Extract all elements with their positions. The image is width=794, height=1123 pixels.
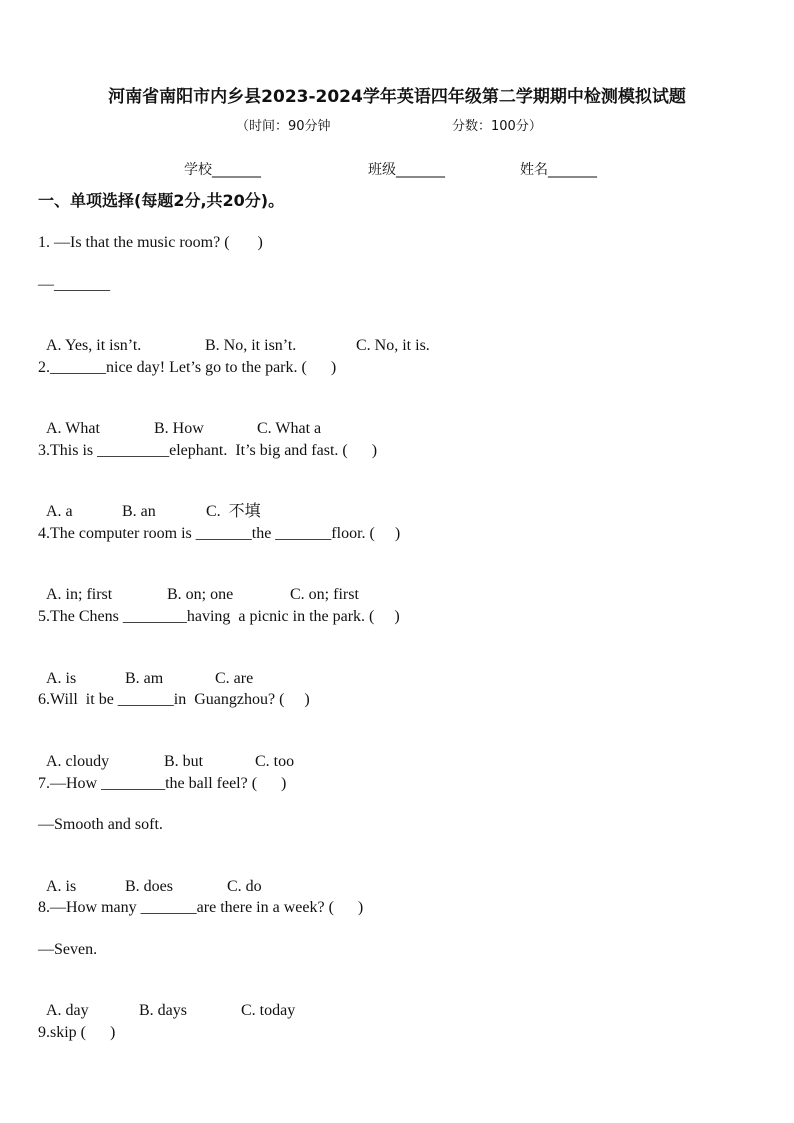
- question-8: 8.—How many _______are there in a week? ( ): [38, 899, 364, 916]
- option-a: A. is: [46, 670, 77, 687]
- question-3: 3.This is _________elephant. It’s big and fast. ( ): [38, 442, 378, 459]
- option-b: B. days: [139, 1002, 187, 1019]
- option-c: C. No, it is.: [356, 337, 430, 354]
- question-6: 6.Will it be _______in Guangzhou? ( ): [38, 691, 310, 708]
- question-2: 2._______nice day! Let’s go to the park. ( ): [38, 359, 337, 376]
- question-4: 4.The computer room is _______the _______floor. ( ): [38, 525, 401, 542]
- school-field: 学校_______: [184, 162, 261, 178]
- question-7: 7.—How ________the ball feel? ( ): [38, 775, 287, 792]
- option-c: C. are: [215, 670, 254, 687]
- option-c: C. today: [241, 1002, 296, 1019]
- option-b: B. but: [164, 753, 204, 770]
- option-c: C. too: [255, 753, 295, 770]
- option-b: B. am: [125, 670, 164, 687]
- options-2: [38, 399, 321, 439]
- options-5: [38, 649, 253, 689]
- exam-title: 河南省南阳市内乡县2023-2024学年英语四年级第二学期期中检测模拟试题: [108, 87, 686, 107]
- options-4: [38, 565, 359, 605]
- time-info: （时间：90分钟: [236, 119, 331, 134]
- option-a: A. day: [46, 1002, 89, 1019]
- option-a: A. a: [46, 503, 73, 520]
- score-info: 分数：100分）: [452, 119, 542, 134]
- options-1: [38, 316, 430, 356]
- option-a: A. What: [46, 420, 100, 437]
- answer-line-7: —Smooth and soft.: [38, 816, 163, 833]
- section-heading: 一、单项选择(每题2分,共20分)。: [38, 191, 285, 210]
- option-b: B. How: [154, 420, 204, 437]
- option-a: A. Yes, it isn’t.: [46, 337, 142, 354]
- class-field: 班级_______: [368, 162, 445, 178]
- option-b: B. on; one: [167, 586, 234, 603]
- option-a: A. in; first: [46, 586, 113, 603]
- question-5: 5.The Chens ________having a picnic in the park. ( ): [38, 608, 400, 625]
- option-b: B. does: [125, 878, 173, 895]
- option-b: B. an: [122, 503, 156, 520]
- answer-line-8: —Seven.: [38, 941, 98, 958]
- option-c: C. do: [227, 878, 262, 895]
- options-8: [38, 981, 295, 1021]
- option-b: B. No, it isn’t.: [205, 337, 297, 354]
- option-a: A. cloudy: [46, 753, 110, 770]
- options-3: [38, 482, 261, 522]
- question-9: 9.skip ( ): [38, 1024, 116, 1041]
- option-c: C. What a: [257, 420, 322, 437]
- question-1: 1. —Is that the music room? ( ): [38, 234, 263, 251]
- option-a: A. is: [46, 878, 77, 895]
- answer-blank-1: —_______: [38, 276, 110, 293]
- options-7: [38, 857, 262, 897]
- name-field: 姓名_______: [520, 162, 597, 178]
- option-c: C. on; first: [290, 586, 359, 603]
- option-c: C. 不填: [206, 503, 261, 520]
- options-6: [38, 732, 294, 772]
